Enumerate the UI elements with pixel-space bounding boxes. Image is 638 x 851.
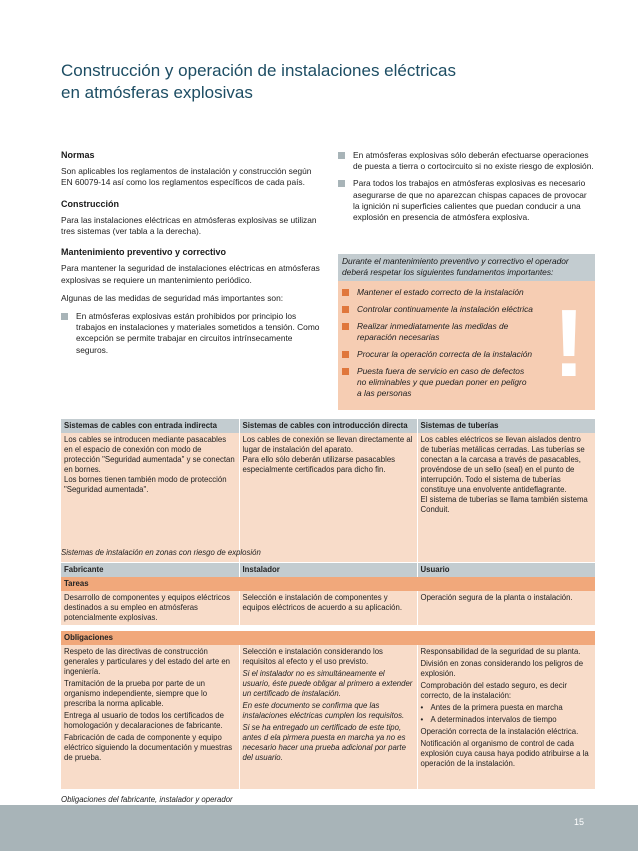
- warning-item-text: Puesta fuera de servicio en caso de defectos no eliminables y que puedan poner en peligro a las personas: [357, 366, 527, 398]
- warning-item: [342, 366, 587, 399]
- orange-square-icon: [342, 306, 349, 313]
- cell-text: Entrega al usuario de todos los certificados de homologación y decalaraciones de fabricante.: [64, 711, 224, 730]
- page-title-line2: en atmósferas explosivas: [61, 83, 253, 102]
- medidas-intro: Algunas de las medidas de seguridad más importantes son:: [61, 292, 284, 303]
- orange-square-icon: [342, 323, 349, 330]
- warning-item: [342, 304, 587, 315]
- left-column: [61, 150, 324, 362]
- cell-text: Notificación al organismo de control de cada explosión cuya causa haya podido atribuirse a la operación de la instalación.: [420, 739, 589, 768]
- table-cell: Operación segura de la planta o instalación.: [417, 591, 595, 625]
- cell-text: Si se ha entregado un certificado de este tipo, antes d ela pirmera puesta en marcha ya no es necesario hacer una prueba adicional por parte del usuario.: [242, 723, 406, 762]
- exclamation-icon: !: [553, 290, 585, 397]
- table-header: Usuario: [417, 563, 595, 577]
- warning-item-text: Realizar inmediatamente las medidas de reparación necesarias: [357, 321, 509, 342]
- obligations-table: [61, 563, 596, 789]
- orange-square-icon: [342, 289, 349, 296]
- page-footer: [0, 805, 638, 851]
- warning-heading: Durante el mantenimiento preventivo y correctivo el operador deberá respetar los siguientes fundamentos importantes:: [338, 254, 595, 281]
- normas-heading: Normas: [61, 150, 95, 160]
- bullet-square-icon: [61, 313, 68, 320]
- cell-text: Selección e instalación considerando los requisitos al efecto y el uso previsto.: [242, 647, 383, 666]
- warning-item: [342, 349, 587, 360]
- warning-item-text: Mantener el estado correcto de la instalación: [357, 287, 524, 297]
- right-bullet-1-text: En atmósferas explosivas sólo deberán efectuarse operaciones de puesta a tierra o cortocircuito si no existe riesgo de explosión.: [353, 150, 594, 172]
- right-bullet-2-text: Para todos los trabajos en atmósferas explosivas es necesario asegurarse de que no aparezcan chispas capaces de provocar la ignición ni superficies calientes que puedan conducir a una explosión en presencia de atmósfera explosiva.: [353, 178, 587, 223]
- cell-text: Si el instalador no es simultáneamente el usuario, éste puede obligar al primero a extender un certificado de instalación.: [242, 669, 413, 698]
- right-bullet-1: [338, 150, 595, 172]
- page-number: 15: [573, 817, 584, 827]
- table-header: Fabricante: [61, 563, 239, 577]
- cell-text: Comprobación del estado seguro, es decir correcto, de la instalación:: [420, 681, 567, 700]
- warning-item: [342, 287, 587, 298]
- table-cell: [417, 433, 595, 562]
- warning-list: [338, 281, 595, 399]
- construccion-heading: Construcción: [61, 198, 120, 209]
- table-cell: [61, 645, 239, 789]
- cell-text: Respeto de las directivas de construcción generales y particulares y del estado del arte en ingeniería.: [64, 647, 230, 676]
- table-header: Sistemas de cables con entrada indirecta: [61, 419, 239, 433]
- table-header: Sistemas de cables con introducción directa: [239, 419, 417, 433]
- warning-item-text: Procurar la operación correcta de la instalación: [357, 349, 533, 359]
- table-header: Sistemas de tuberías: [417, 419, 595, 433]
- cell-text: Responsabilidad de la seguridad de su planta.: [420, 647, 581, 656]
- left-bullet: [61, 311, 324, 356]
- cell-text: Los bornes tienen también modo de protección "Seguridad aumentada".: [64, 475, 227, 494]
- cell-text: Operación correcta de la instalación eléctrica.: [420, 727, 579, 736]
- table-cell: Desarrollo de componentes y equipos eléctricos destinados a su empleo en atmósferas potencialmente explosivas.: [61, 591, 239, 625]
- warning-item-text: Controlar continuamente la instalación eléctrica: [357, 304, 533, 314]
- normas-text: Son aplicables los reglamentos de instalación y construcción según EN 60079-14 así como los reglamentos específicos de cada país.: [61, 166, 312, 188]
- mantenimiento-heading: Mantenimiento preventivo y correctivo: [61, 247, 227, 258]
- right-column: [338, 150, 595, 229]
- right-bullet-2: [338, 178, 595, 223]
- bullet-square-icon: [338, 180, 345, 187]
- bullet-square-icon: [338, 152, 345, 159]
- mantenimiento-text: Para mantener la seguridad de instalaciones eléctricas en atmósferas explosivas se requiere un mantenimiento periódico.: [61, 263, 320, 285]
- cell-text: Fabricación de cada de componente y equipo eléctrico siguiendo la documentación y muestras de prueba.: [64, 733, 233, 762]
- table-header: Instalador: [239, 563, 417, 577]
- cell-text: Los cables se introducen mediante pasacables en el espacio de conexión con modo de protección "Seguridad aumentada" y se conectan en bornes.: [64, 435, 235, 474]
- construccion-text: Para las instalaciones eléctricas en atmósferas explosivas se utilizan tres sistemas (ver tabla a la derecha).: [61, 214, 317, 237]
- table-cell: [239, 645, 417, 789]
- table-cell: [61, 433, 239, 562]
- cell-text: Para ello sólo deberán utilizarse pasacables especialmente certificados para dicho fin.: [242, 455, 396, 474]
- cell-text: Los cables de conexión se llevan directamente al lugar de instalación del aparato.: [242, 435, 413, 454]
- warning-item: [342, 321, 587, 343]
- cell-text: En este documento se confirma que las instalaciones eléctricas cumplen los requisitos.: [242, 701, 405, 720]
- cell-text: División en zonas considerando los peligros de explosión.: [420, 659, 584, 678]
- table-cell: [239, 433, 417, 562]
- table-cell: [417, 645, 595, 789]
- page-title: [61, 60, 581, 104]
- table1-caption: Sistemas de instalación en zonas con riesgo de explosión: [61, 548, 261, 557]
- left-bullet-text: En atmósferas explosivas están prohibidos por principio los trabajos en instalaciones y materiales sometidos a tensión. Como excepción se permite trabajar en circuitos intrínsecamente seguros.: [76, 311, 320, 355]
- cell-text: Los cables eléctricos se llevan aislados dentro de tuberías metálicas cerradas. Las tuberías se conectan a la carcasa a través de pasacables, provéndose de un sello (seal) en el punto de interrupción. Todo el sistema de tuberías constituye una envolvente antideflagrante.: [420, 435, 585, 494]
- orange-square-icon: [342, 351, 349, 358]
- page-title-line1: Construcción y operación de instalaciones eléctricas: [61, 61, 456, 80]
- installation-systems-table: [61, 419, 596, 562]
- warning-box: [338, 254, 595, 410]
- cell-text: Tramitación de la prueba por parte de un organismo independiente, siempre que lo prescriba la norma aplicable.: [64, 679, 208, 708]
- cell-text: • A determinados intervalos de tiempo: [421, 715, 592, 725]
- cell-text: • Antes de la primera puesta en marcha: [421, 703, 592, 713]
- orange-square-icon: [342, 368, 349, 375]
- tareas-band: Tareas: [61, 577, 595, 591]
- obligaciones-band: Obligaciones: [61, 631, 595, 645]
- table2-caption: Obligaciones del fabricante, instalador y operador: [61, 795, 233, 804]
- table-cell: Selección e instalación de componentes y equipos eléctricos de acuerdo a su aplicación.: [239, 591, 417, 625]
- cell-text: El sistema de tuberías se llama también sistema Conduit.: [420, 495, 588, 514]
